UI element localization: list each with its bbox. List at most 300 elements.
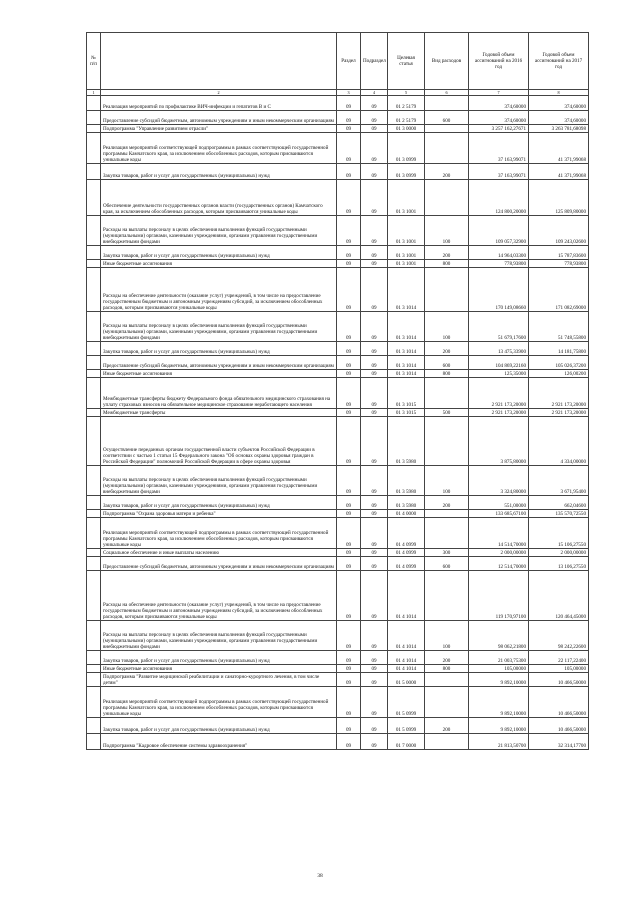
row-expense-type	[425, 687, 469, 718]
row-amount-2017: 15 106,27550	[529, 518, 589, 549]
row-amount-2017: 10 466,50000	[529, 687, 589, 718]
row-expense-type	[425, 180, 469, 216]
row-amount-2016: 125,35000	[469, 370, 529, 378]
row-expense-type	[425, 673, 469, 687]
row-podrazdel: 09	[361, 734, 388, 750]
row-razdel: 09	[337, 734, 361, 750]
row-razdel: 09	[337, 417, 361, 466]
row-target-article: 01 5 0999	[388, 718, 425, 734]
row-name: Закупка товаров, работ и услуг для государственных (муниципальных) нужд	[101, 342, 337, 356]
row-name: Социальное обеспечение и иные выплаты населению	[101, 549, 337, 557]
row-amount-2016: 133 685,67100	[469, 510, 529, 518]
row-expense-type	[425, 510, 469, 518]
row-amount-2017: 4 334,00000	[529, 417, 589, 466]
row-razdel: 09	[337, 549, 361, 557]
row-expense-type: 200	[425, 651, 469, 665]
row-name: Закупка товаров, работ и услуг для государственных (муниципальных) нужд	[101, 496, 337, 510]
row-amount-2016: 3 257 162,27671	[469, 125, 529, 133]
table-row	[87, 260, 589, 268]
table-row	[87, 409, 589, 417]
row-podrazdel: 09	[361, 665, 388, 673]
row-name: Расходы на обеспечение деятельности (оказание услуг) учреждений, в том числе на предоставление государственным бюджетным и автономным учреждениям субсидий, за исключением обособленных расходов, которым присваиваются уникальные коды	[101, 268, 337, 312]
header-podrazdel: Подраздел	[361, 33, 388, 90]
row-razdel: 09	[337, 133, 361, 164]
row-amount-2016: 9 892,10000	[469, 673, 529, 687]
row-razdel: 09	[337, 180, 361, 216]
row-razdel: 09	[337, 370, 361, 378]
table-row	[87, 518, 589, 549]
row-expense-type	[425, 378, 469, 409]
table-row	[87, 718, 589, 734]
row-amount-2017: 2 921 173,20000	[529, 378, 589, 409]
row-number	[87, 409, 101, 417]
row-target-article: 01 3 1014	[388, 268, 425, 312]
table-row	[87, 356, 589, 370]
row-amount-2016: 21 003,75300	[469, 651, 529, 665]
table-row	[87, 734, 589, 750]
row-amount-2017: 15 787,83600	[529, 246, 589, 260]
row-podrazdel: 09	[361, 96, 388, 111]
row-number	[87, 356, 101, 370]
row-name: Предоставление субсидий бюджетным, автономным учреждениям и иным некоммерческим организациям	[101, 111, 337, 125]
row-podrazdel: 09	[361, 718, 388, 734]
row-podrazdel: 09	[361, 342, 388, 356]
row-expense-type: 800	[425, 665, 469, 673]
row-number	[87, 651, 101, 665]
header-target-article: Целевая статья	[388, 33, 425, 90]
row-podrazdel: 09	[361, 378, 388, 409]
row-expense-type	[425, 133, 469, 164]
table-row	[87, 417, 589, 466]
row-amount-2016: 105,00000	[469, 665, 529, 673]
row-name: Закупка товаров, работ и услуг для государственных (муниципальных) нужд	[101, 164, 337, 180]
table-row	[87, 164, 589, 180]
row-amount-2017: 171 082,69000	[529, 268, 589, 312]
row-target-article: 01 3 1015	[388, 409, 425, 417]
row-expense-type: 600	[425, 111, 469, 125]
row-podrazdel: 09	[361, 417, 388, 466]
row-amount-2017: 98 242,22600	[529, 621, 589, 651]
row-target-article: 01 3 0999	[388, 133, 425, 164]
row-expense-type	[425, 268, 469, 312]
row-number	[87, 549, 101, 557]
header-razdel: Раздел	[337, 33, 361, 90]
row-razdel: 09	[337, 496, 361, 510]
table-row	[87, 651, 589, 665]
column-number: 4	[361, 90, 388, 96]
table-row	[87, 510, 589, 518]
table-row	[87, 665, 589, 673]
row-podrazdel: 09	[361, 246, 388, 260]
row-target-article: 01 3 0000	[388, 125, 425, 133]
row-target-article: 01 7 0000	[388, 734, 425, 750]
column-number: 3	[337, 90, 361, 96]
row-expense-type: 100	[425, 621, 469, 651]
row-razdel: 09	[337, 510, 361, 518]
row-amount-2017: 105 026,37200	[529, 356, 589, 370]
row-target-article: 01 2 5179	[388, 111, 425, 125]
table-row	[87, 673, 589, 687]
row-podrazdel: 09	[361, 651, 388, 665]
row-expense-type	[425, 734, 469, 750]
row-expense-type: 200	[425, 496, 469, 510]
row-name: Реализация мероприятий соответствующей подпрограммы в рамках соответствующей государственной программы Камчатского края, за исключением обособленных расходов, которым присваиваются уникальные коды	[101, 687, 337, 718]
row-amount-2017: 126,00200	[529, 370, 589, 378]
row-expense-type	[425, 417, 469, 466]
row-name: Иные бюджетные ассигнования	[101, 665, 337, 673]
row-podrazdel: 09	[361, 312, 388, 342]
row-name: Предоставление субсидий бюджетным, автономным учреждениям и иным некоммерческим организациям	[101, 557, 337, 571]
row-number	[87, 496, 101, 510]
row-razdel: 09	[337, 268, 361, 312]
row-number	[87, 125, 101, 133]
row-amount-2017: 2 921 173,20000	[529, 409, 589, 417]
row-podrazdel: 09	[361, 673, 388, 687]
header-name	[101, 33, 337, 90]
table-row	[87, 312, 589, 342]
row-amount-2016: 9 892,10000	[469, 718, 529, 734]
row-name: Реализация мероприятий по профилактике ВИЧ-инфекции и гепатитов В и С	[101, 96, 337, 111]
row-amount-2016: 51 679,17600	[469, 312, 529, 342]
header-2016: Годовой объем ассигнований на 2016 год	[469, 33, 529, 90]
row-number	[87, 466, 101, 496]
row-target-article: 01 5 0999	[388, 687, 425, 718]
row-amount-2017: 14 181,75800	[529, 342, 589, 356]
row-number	[87, 571, 101, 621]
row-amount-2017: 10 466,50000	[529, 673, 589, 687]
row-podrazdel: 09	[361, 687, 388, 718]
row-number	[87, 734, 101, 750]
row-name: Расходы на обеспечение деятельности (оказание услуг) учреждений, в том числе на предоставление государственным бюджетным и автономным учреждениям субсидий, за исключением обособленных расходов, которым присваиваются уникальные коды	[101, 571, 337, 621]
row-name: Расходы на выплаты персоналу в целях обеспечения выполнения функций государственными (муниципальными) органами, казенными учреждениями, органами управления государственными внебюджетными фондами	[101, 312, 337, 342]
table-row	[87, 466, 589, 496]
row-razdel: 09	[337, 409, 361, 417]
row-expense-type	[425, 125, 469, 133]
row-razdel: 09	[337, 378, 361, 409]
row-number	[87, 518, 101, 549]
row-name: Подпрограмма "Охрана здоровья матери и ребенка"	[101, 510, 337, 518]
column-number: 1	[87, 90, 101, 96]
row-amount-2017: 374,60000	[529, 96, 589, 111]
row-razdel: 09	[337, 246, 361, 260]
row-razdel: 09	[337, 342, 361, 356]
row-razdel: 09	[337, 621, 361, 651]
table-row	[87, 621, 589, 651]
table-row	[87, 687, 589, 718]
row-amount-2017: 51 748,55800	[529, 312, 589, 342]
row-expense-type: 600	[425, 557, 469, 571]
row-podrazdel: 09	[361, 370, 388, 378]
row-amount-2016: 104 869,22160	[469, 356, 529, 370]
row-number	[87, 687, 101, 718]
row-podrazdel: 09	[361, 466, 388, 496]
row-name: Иные бюджетные ассигнования	[101, 370, 337, 378]
table-row	[87, 246, 589, 260]
row-amount-2016: 109 057,32900	[469, 216, 529, 246]
row-amount-2016: 12 514,70000	[469, 557, 529, 571]
row-amount-2017: 125 809,80000	[529, 180, 589, 216]
row-target-article: 01 3 1014	[388, 370, 425, 378]
row-number	[87, 378, 101, 409]
row-amount-2017: 32 314,17700	[529, 734, 589, 750]
row-name: Межбюджетные трансферты	[101, 409, 337, 417]
table-row	[87, 111, 589, 125]
row-number	[87, 673, 101, 687]
row-number	[87, 370, 101, 378]
row-number	[87, 621, 101, 651]
row-target-article: 01 3 1001	[388, 246, 425, 260]
header-num: № п/п	[87, 33, 101, 90]
row-target-article: 01 3 1001	[388, 260, 425, 268]
row-razdel: 09	[337, 96, 361, 111]
row-number	[87, 342, 101, 356]
row-target-article: 01 4 0999	[388, 518, 425, 549]
column-number: 6	[425, 90, 469, 96]
row-target-article: 01 3 5980	[388, 496, 425, 510]
column-number: 8	[529, 90, 589, 96]
row-podrazdel: 09	[361, 260, 388, 268]
row-name: Расходы на выплаты персоналу в целях обеспечения выполнения функций государственными (муниципальными) органами, казенными учреждениями, органами управления государственными внебюджетными фондами	[101, 621, 337, 651]
table-row	[87, 268, 589, 312]
row-name: Иные бюджетные ассигнования	[101, 260, 337, 268]
row-number	[87, 718, 101, 734]
table-row	[87, 96, 589, 111]
row-amount-2016: 2 000,00000	[469, 549, 529, 557]
row-razdel: 09	[337, 164, 361, 180]
row-amount-2017: 109 243,02600	[529, 216, 589, 246]
row-name: Закупка товаров, работ и услуг для государственных (муниципальных) нужд	[101, 718, 337, 734]
row-number	[87, 246, 101, 260]
row-target-article: 01 4 1014	[388, 651, 425, 665]
row-expense-type: 100	[425, 216, 469, 246]
row-amount-2016: 37 163,99071	[469, 133, 529, 164]
row-podrazdel: 09	[361, 164, 388, 180]
row-number	[87, 260, 101, 268]
row-number	[87, 164, 101, 180]
row-expense-type: 800	[425, 260, 469, 268]
table-row	[87, 496, 589, 510]
column-number: 7	[469, 90, 529, 96]
table-row	[87, 557, 589, 571]
row-amount-2017: 22 117,22400	[529, 651, 589, 665]
row-amount-2017: 374,60000	[529, 111, 589, 125]
column-number: 2	[101, 90, 337, 96]
row-podrazdel: 09	[361, 216, 388, 246]
row-number	[87, 510, 101, 518]
row-amount-2016: 13 475,33900	[469, 342, 529, 356]
row-name: Обеспечение деятельности государственных органов власти (государственных органов) Камчатского края, за исключением обособленных расходов, которым присваиваются уникальные коды	[101, 180, 337, 216]
row-expense-type	[425, 96, 469, 111]
row-razdel: 09	[337, 260, 361, 268]
row-target-article: 01 3 1014	[388, 312, 425, 342]
row-target-article: 01 3 1014	[388, 356, 425, 370]
row-amount-2016: 119 170,97100	[469, 571, 529, 621]
row-amount-2017: 13 106,27550	[529, 557, 589, 571]
row-number	[87, 111, 101, 125]
row-amount-2017: 3 671,95400	[529, 466, 589, 496]
row-target-article: 01 3 1015	[388, 378, 425, 409]
row-amount-2016: 2 921 173,20000	[469, 378, 529, 409]
table-row	[87, 378, 589, 409]
row-amount-2017: 2 000,00000	[529, 549, 589, 557]
row-name: Реализация мероприятий соответствующей подпрограммы в рамках соответствующей государственной программы Камчатского края, за исключением обособленных расходов, которым присваиваются уникальные коды	[101, 518, 337, 549]
row-target-article: 01 5 0000	[388, 673, 425, 687]
row-podrazdel: 09	[361, 571, 388, 621]
row-expense-type: 600	[425, 356, 469, 370]
header-expense-type: Вид расходов	[425, 33, 469, 90]
row-name: Осуществление переданных органам государственной власти субъектов Российской Федерации в соответствии с частью 1 статьи 15 Федерального закона "Об основах охраны здоровья граждан в Российской Федерации" полномочий Российской Федерации в сфере охраны здоровья	[101, 417, 337, 466]
budget-table-page	[86, 32, 588, 750]
table-header-row	[87, 33, 589, 90]
row-amount-2016: 374,60000	[469, 111, 529, 125]
row-podrazdel: 09	[361, 133, 388, 164]
row-number	[87, 216, 101, 246]
table-row	[87, 571, 589, 621]
row-expense-type: 200	[425, 246, 469, 260]
row-name: Межбюджетные трансферты бюджету Федерального фонда обязательного медицинского страхования на уплату страховых взносов на обязательное медицинское страхование неработающего населения	[101, 378, 337, 409]
row-number	[87, 96, 101, 111]
row-amount-2016: 170 149,08660	[469, 268, 529, 312]
row-expense-type: 100	[425, 466, 469, 496]
row-podrazdel: 09	[361, 518, 388, 549]
row-amount-2016: 14 964,03300	[469, 246, 529, 260]
row-podrazdel: 09	[361, 125, 388, 133]
row-target-article: 01 3 5980	[388, 466, 425, 496]
row-amount-2016: 124 800,20000	[469, 180, 529, 216]
row-expense-type: 100	[425, 312, 469, 342]
row-razdel: 09	[337, 687, 361, 718]
row-name: Расходы на выплаты персоналу в целях обеспечения выполнения функций государственными (муниципальными) органами, казенными учреждениями, органами управления государственными внебюджетными фондами	[101, 216, 337, 246]
row-amount-2016: 37 163,99071	[469, 164, 529, 180]
row-podrazdel: 09	[361, 496, 388, 510]
column-number: 5	[388, 90, 425, 96]
row-number	[87, 665, 101, 673]
row-amount-2016: 374,60000	[469, 96, 529, 111]
row-target-article: 01 4 1014	[388, 571, 425, 621]
row-amount-2016: 2 921 173,20000	[469, 409, 529, 417]
row-target-article: 01 2 5179	[388, 96, 425, 111]
row-amount-2017: 105,00000	[529, 665, 589, 673]
row-expense-type: 500	[425, 409, 469, 417]
row-name: Подпрограмма "Управление развитием отрасли"	[101, 125, 337, 133]
row-razdel: 09	[337, 518, 361, 549]
row-name: Закупка товаров, работ и услуг для государственных (муниципальных) нужд	[101, 651, 337, 665]
row-amount-2017: 41 371,99068	[529, 164, 589, 180]
row-razdel: 09	[337, 125, 361, 133]
row-razdel: 09	[337, 673, 361, 687]
row-target-article: 01 3 1001	[388, 180, 425, 216]
row-number	[87, 180, 101, 216]
row-amount-2016: 9 892,10000	[469, 687, 529, 718]
row-name: Предоставление субсидий бюджетным, автономным учреждениям и иным некоммерческим организациям	[101, 356, 337, 370]
row-expense-type: 200	[425, 342, 469, 356]
row-amount-2017: 135 570,72550	[529, 510, 589, 518]
table-row	[87, 549, 589, 557]
row-podrazdel: 09	[361, 268, 388, 312]
row-podrazdel: 09	[361, 111, 388, 125]
table-row	[87, 216, 589, 246]
row-podrazdel: 09	[361, 356, 388, 370]
row-expense-type: 300	[425, 549, 469, 557]
row-razdel: 09	[337, 557, 361, 571]
row-name: Закупка товаров, работ и услуг для государственных (муниципальных) нужд	[101, 246, 337, 260]
row-razdel: 09	[337, 466, 361, 496]
header-2017: Годовой объем ассигнований на 2017 год	[529, 33, 589, 90]
row-amount-2016: 98 062,21800	[469, 621, 529, 651]
row-number	[87, 312, 101, 342]
row-razdel: 09	[337, 571, 361, 621]
row-razdel: 09	[337, 312, 361, 342]
row-number	[87, 417, 101, 466]
row-expense-type: 800	[425, 370, 469, 378]
row-amount-2016: 3 875,80000	[469, 417, 529, 466]
row-razdel: 09	[337, 651, 361, 665]
row-target-article: 01 4 0000	[388, 510, 425, 518]
row-target-article: 01 3 0999	[388, 164, 425, 180]
row-podrazdel: 09	[361, 557, 388, 571]
row-razdel: 09	[337, 216, 361, 246]
row-amount-2017: 120 464,45000	[529, 571, 589, 621]
table-row	[87, 370, 589, 378]
row-expense-type: 200	[425, 718, 469, 734]
row-number	[87, 268, 101, 312]
row-razdel: 09	[337, 111, 361, 125]
row-amount-2017: 662,04600	[529, 496, 589, 510]
row-name: Реализация мероприятий соответствующей подпрограммы в рамках соответствующей государственной программы Камчатского края, за исключением обособленных расходов, которым присваиваются уникальные коды	[101, 133, 337, 164]
table-body	[87, 96, 589, 750]
row-amount-2017: 778,93800	[529, 260, 589, 268]
budget-table	[86, 32, 589, 750]
row-target-article: 01 4 0999	[388, 549, 425, 557]
row-podrazdel: 09	[361, 549, 388, 557]
row-amount-2016: 778,93800	[469, 260, 529, 268]
row-target-article: 01 3 5980	[388, 417, 425, 466]
row-number	[87, 133, 101, 164]
row-amount-2017: 3 263 781,68098	[529, 125, 589, 133]
row-amount-2016: 3 324,80000	[469, 466, 529, 496]
row-amount-2016: 551,00000	[469, 496, 529, 510]
row-podrazdel: 09	[361, 180, 388, 216]
table-row	[87, 180, 589, 216]
row-target-article: 01 4 1014	[388, 621, 425, 651]
row-amount-2017: 10 466,50000	[529, 718, 589, 734]
page-number: 38	[317, 873, 323, 879]
row-target-article: 01 4 0999	[388, 557, 425, 571]
row-razdel: 09	[337, 718, 361, 734]
row-podrazdel: 09	[361, 510, 388, 518]
row-amount-2016: 14 514,70000	[469, 518, 529, 549]
row-expense-type	[425, 518, 469, 549]
row-amount-2017: 41 371,99068	[529, 133, 589, 164]
row-razdel: 09	[337, 356, 361, 370]
row-expense-type	[425, 571, 469, 621]
row-razdel: 09	[337, 665, 361, 673]
row-target-article: 01 3 1001	[388, 216, 425, 246]
table-row	[87, 125, 589, 133]
row-name: Расходы на выплаты персоналу в целях обеспечения выполнения функций государственными (муниципальными) органами, казенными учреждениями, органами управления государственными внебюджетными фондами	[101, 466, 337, 496]
row-name: Подпрограмма "Кадровое обеспечение системы здравоохранения"	[101, 734, 337, 750]
table-row	[87, 133, 589, 164]
row-podrazdel: 09	[361, 409, 388, 417]
row-number	[87, 557, 101, 571]
row-target-article: 01 3 1014	[388, 342, 425, 356]
row-expense-type: 200	[425, 164, 469, 180]
row-amount-2016: 21 813,50700	[469, 734, 529, 750]
row-target-article: 01 4 1014	[388, 665, 425, 673]
table-row	[87, 342, 589, 356]
row-podrazdel: 09	[361, 621, 388, 651]
row-name: Подпрограмма "Развитие медицинской реабилитации и санаторно-курортного лечения, в том числе детям"	[101, 673, 337, 687]
